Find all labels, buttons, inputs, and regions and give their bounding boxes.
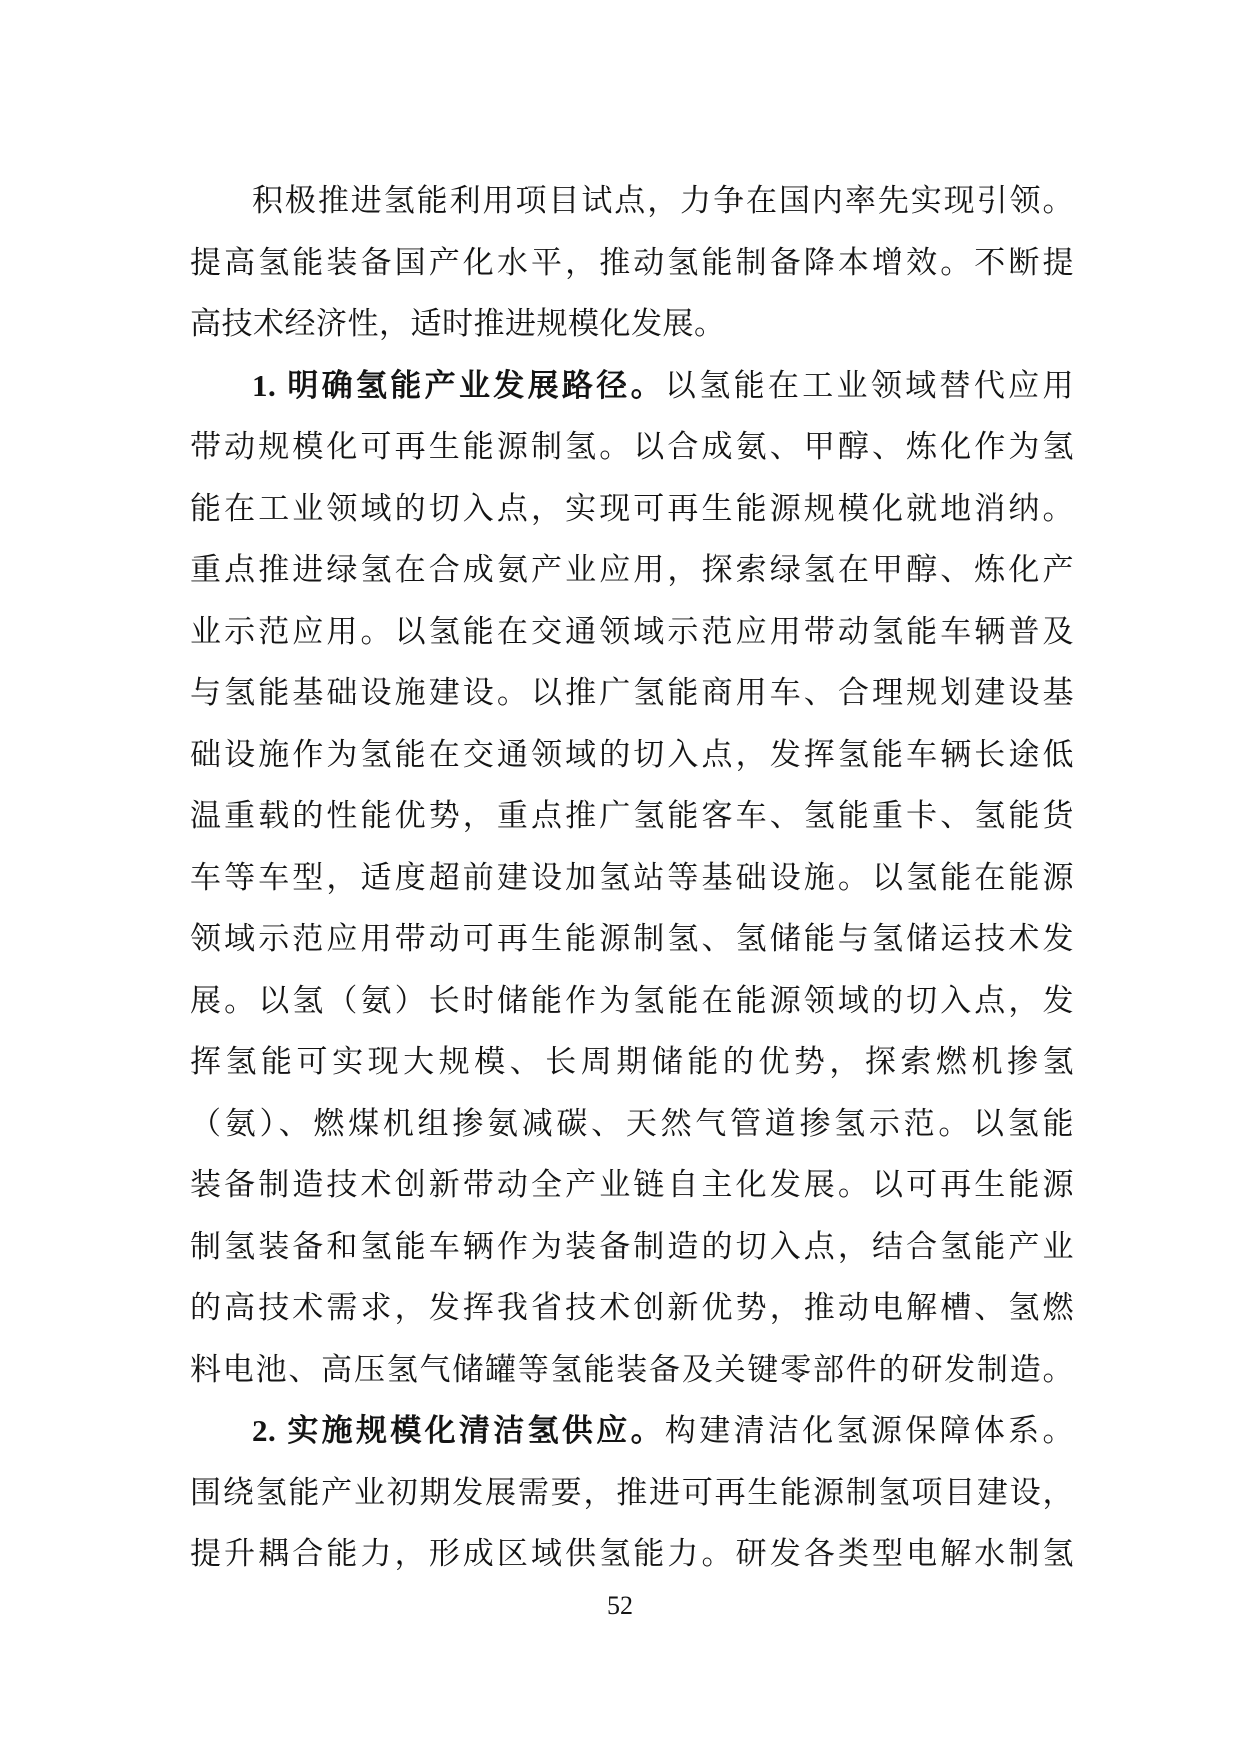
text-segment: 构建清洁化氢源保障体系。: [664, 1413, 1075, 1448]
text-line-heading-1: [190, 355, 1074, 417]
text-line: 与氢能基础设施建设。以推广氢能商用车、合理规划建设基: [190, 675, 1074, 710]
page-number: 52: [607, 1591, 633, 1620]
text-line: 业示范应用。以氢能在交通领域示范应用带动氢能车辆普及: [190, 613, 1074, 649]
text-line: （氨）、燃煤机组掺氨减碳、天然气管道掺氢示范。以氢能: [190, 1105, 1074, 1141]
section-2-heading: 2. 实施规模化清洁氢供应。: [252, 1413, 665, 1448]
document-text: [190, 170, 1074, 1585]
text-line: 能在工业领域的切入点，实现可再生能源规模化就地消纳。: [190, 490, 1074, 526]
text-line: 高技术经济性，适时推进规模化发展。: [190, 306, 726, 341]
text-line: 制氢装备和氢能车辆作为装备制造的切入点，结合氢能产业: [190, 1228, 1074, 1264]
text-line: 展。以氢（氨）长时储能作为氢能在能源领域的切入点，发: [190, 982, 1074, 1018]
text-line: 领域示范应用带动可再生能源制氢、氢储能与氢储运技术发: [190, 921, 1074, 956]
text-line: 提升耦合能力，形成区域供氢能力。研发各类型电解水制氢: [190, 1536, 1074, 1571]
text-line: 重点推进绿氢在合成氨产业应用，探索绿氢在甲醇、炼化产: [190, 552, 1074, 587]
section-1-heading: 1. 明确氢能产业发展路径。: [252, 367, 665, 403]
text-segment: 以氢能在工业领域替代应用: [664, 367, 1075, 403]
text-line-heading-2: [190, 1400, 1074, 1462]
text-line: 的高技术需求，发挥我省技术创新优势，推动电解槽、氢燃: [190, 1290, 1074, 1325]
text-line: 料电池、高压氢气储罐等氢能装备及关键零部件的研发制造。: [190, 1351, 1074, 1387]
text-line: 装备制造技术创新带动全产业链自主化发展。以可再生能源: [190, 1167, 1074, 1202]
text-line: 积极推进氢能利用项目试点，力争在国内率先实现引领。: [252, 183, 1074, 218]
text-line: 带动规模化可再生能源制氢。以合成氨、甲醇、炼化作为氢: [190, 429, 1074, 464]
text-line: 挥氢能可实现大规模、长周期储能的优势，探索燃机掺氢: [190, 1044, 1074, 1079]
text-line: 围绕氢能产业初期发展需要，推进可再生能源制氢项目建设，: [190, 1474, 1074, 1510]
text-line: 车等车型，适度超前建设加氢站等基础设施。以氢能在能源: [190, 859, 1074, 895]
text-line: 础设施作为氢能在交通领域的切入点，发挥氢能车辆长途低: [190, 736, 1074, 772]
text-line: 提高氢能装备国产化水平，推动氢能制备降本增效。不断提: [190, 244, 1074, 280]
text-line: 温重载的性能优势，重点推广氢能客车、氢能重卡、氢能货: [190, 798, 1074, 833]
